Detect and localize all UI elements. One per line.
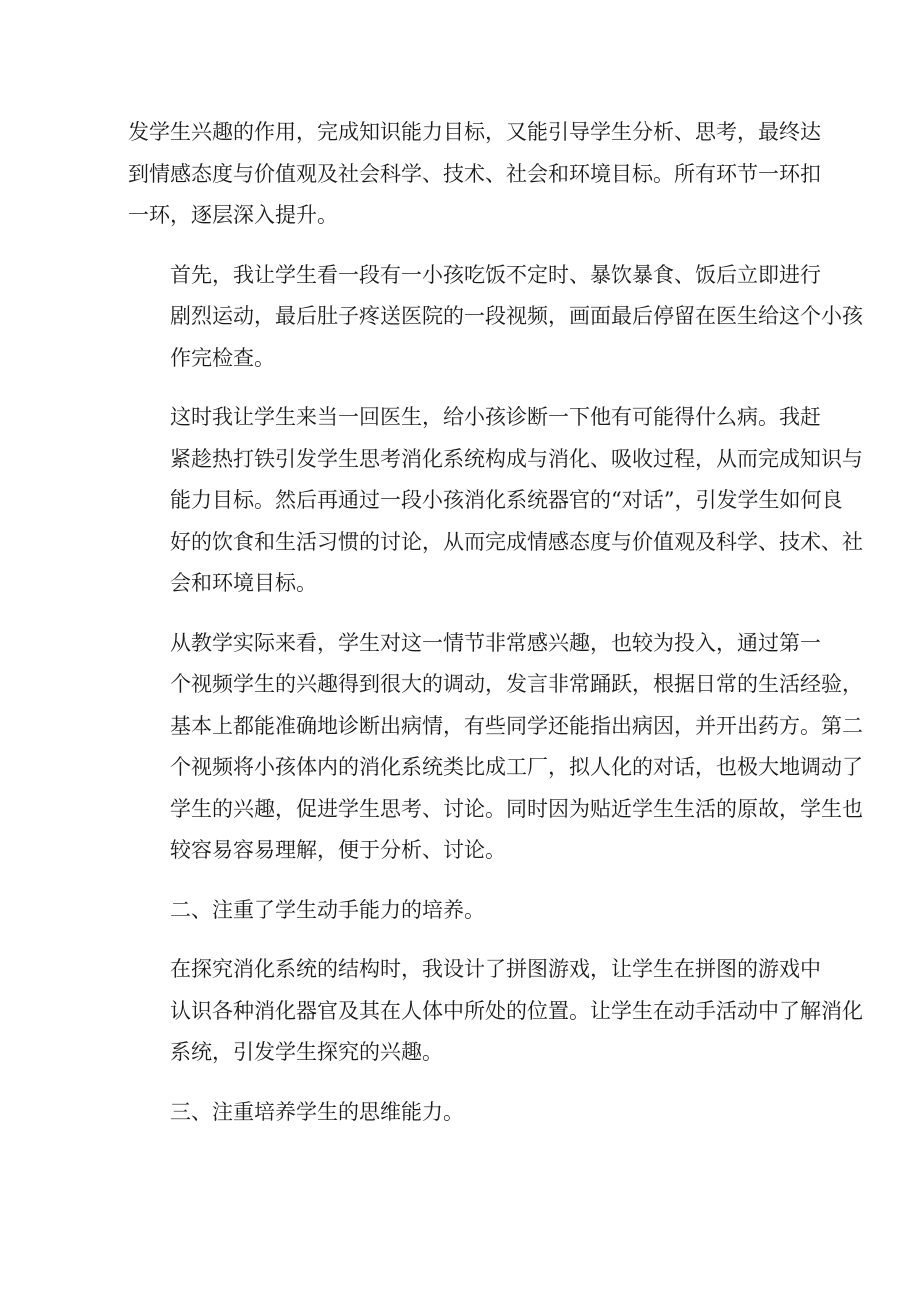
text-line: 从教学实际来看，学生对这一情节非常感兴趣，也较为投入，通过第一 — [170, 630, 821, 655]
text-line: 个视频学生的兴趣得到很大的调动，发言非常踊跃，根据日常的生活经验， — [170, 672, 863, 696]
text-line: 到情感态度与价值观及社会科学、技术、社会和环境目标。所有环节一环扣 — [128, 161, 821, 186]
document-body — [128, 112, 863, 1151]
text-line: 认识各种消化器官及其在人体中所处的位置。让学生在动手活动中了解消化 — [170, 998, 863, 1023]
text-line: 作完检查。 — [170, 345, 275, 370]
paragraph — [128, 623, 863, 872]
paragraph — [128, 397, 863, 605]
text-line: 学生的兴趣，促进学生思考、讨论。同时因为贴近学生生活的原故，学生也 — [170, 796, 863, 821]
text-line: 好的饮食和生活习惯的讨论，从而完成情感态度与价值观及科学、技术、社 — [170, 529, 863, 554]
text-line: 较容易容易理解，便于分析、讨论。 — [170, 838, 506, 862]
text-line: 这时我让学生来当一回医生，给小孩诊断一下他有可能得什么病。我赶 — [170, 405, 821, 429]
paragraph — [128, 949, 863, 1074]
text-line: 个视频将小孩体内的消化系统类比成工厂，拟人化的对话，也极大地调动了 — [170, 755, 863, 779]
paragraph — [128, 890, 792, 932]
text-line: 一环，逐层深入提升。 — [128, 203, 338, 227]
paragraph — [128, 1092, 792, 1134]
text-line: 剧烈运动，最后肚子疼送医院的一段视频，画面最后停留在医生给这个小孩 — [170, 304, 863, 328]
text-line: 能力目标。然后再通过一段小孩消化系统器官的“对话”，引发学生如何良 — [170, 488, 843, 512]
paragraph — [128, 255, 863, 380]
text-line: 二、注重了学生动手能力的培养。 — [170, 897, 485, 922]
paragraph — [128, 112, 821, 237]
text-line: 会和环境目标。 — [170, 571, 317, 595]
text-line: 在探究消化系统的结构时，我设计了拼图游戏，让学生在拼图的游戏中 — [170, 957, 821, 981]
text-line: 基本上都能准确地诊断出病情，有些同学还能指出病因，并开出药方。第二 — [170, 713, 863, 738]
text-line: 发学生兴趣的作用，完成知识能力目标，又能引导学生分析、思考，最终达 — [128, 120, 821, 144]
text-line: 紧趁热打铁引发学生思考消化系统构成与消化、吸收过程，从而完成知识与 — [170, 446, 863, 471]
text-line: 三、注重培养学生的思维能力。 — [170, 1099, 464, 1124]
text-line: 系统，引发学生探究的兴趣。 — [170, 1040, 443, 1064]
text-line: 首先，我让学生看一段有一小孩吃饭不定时、暴饮暴食、饭后立即进行 — [170, 262, 821, 287]
